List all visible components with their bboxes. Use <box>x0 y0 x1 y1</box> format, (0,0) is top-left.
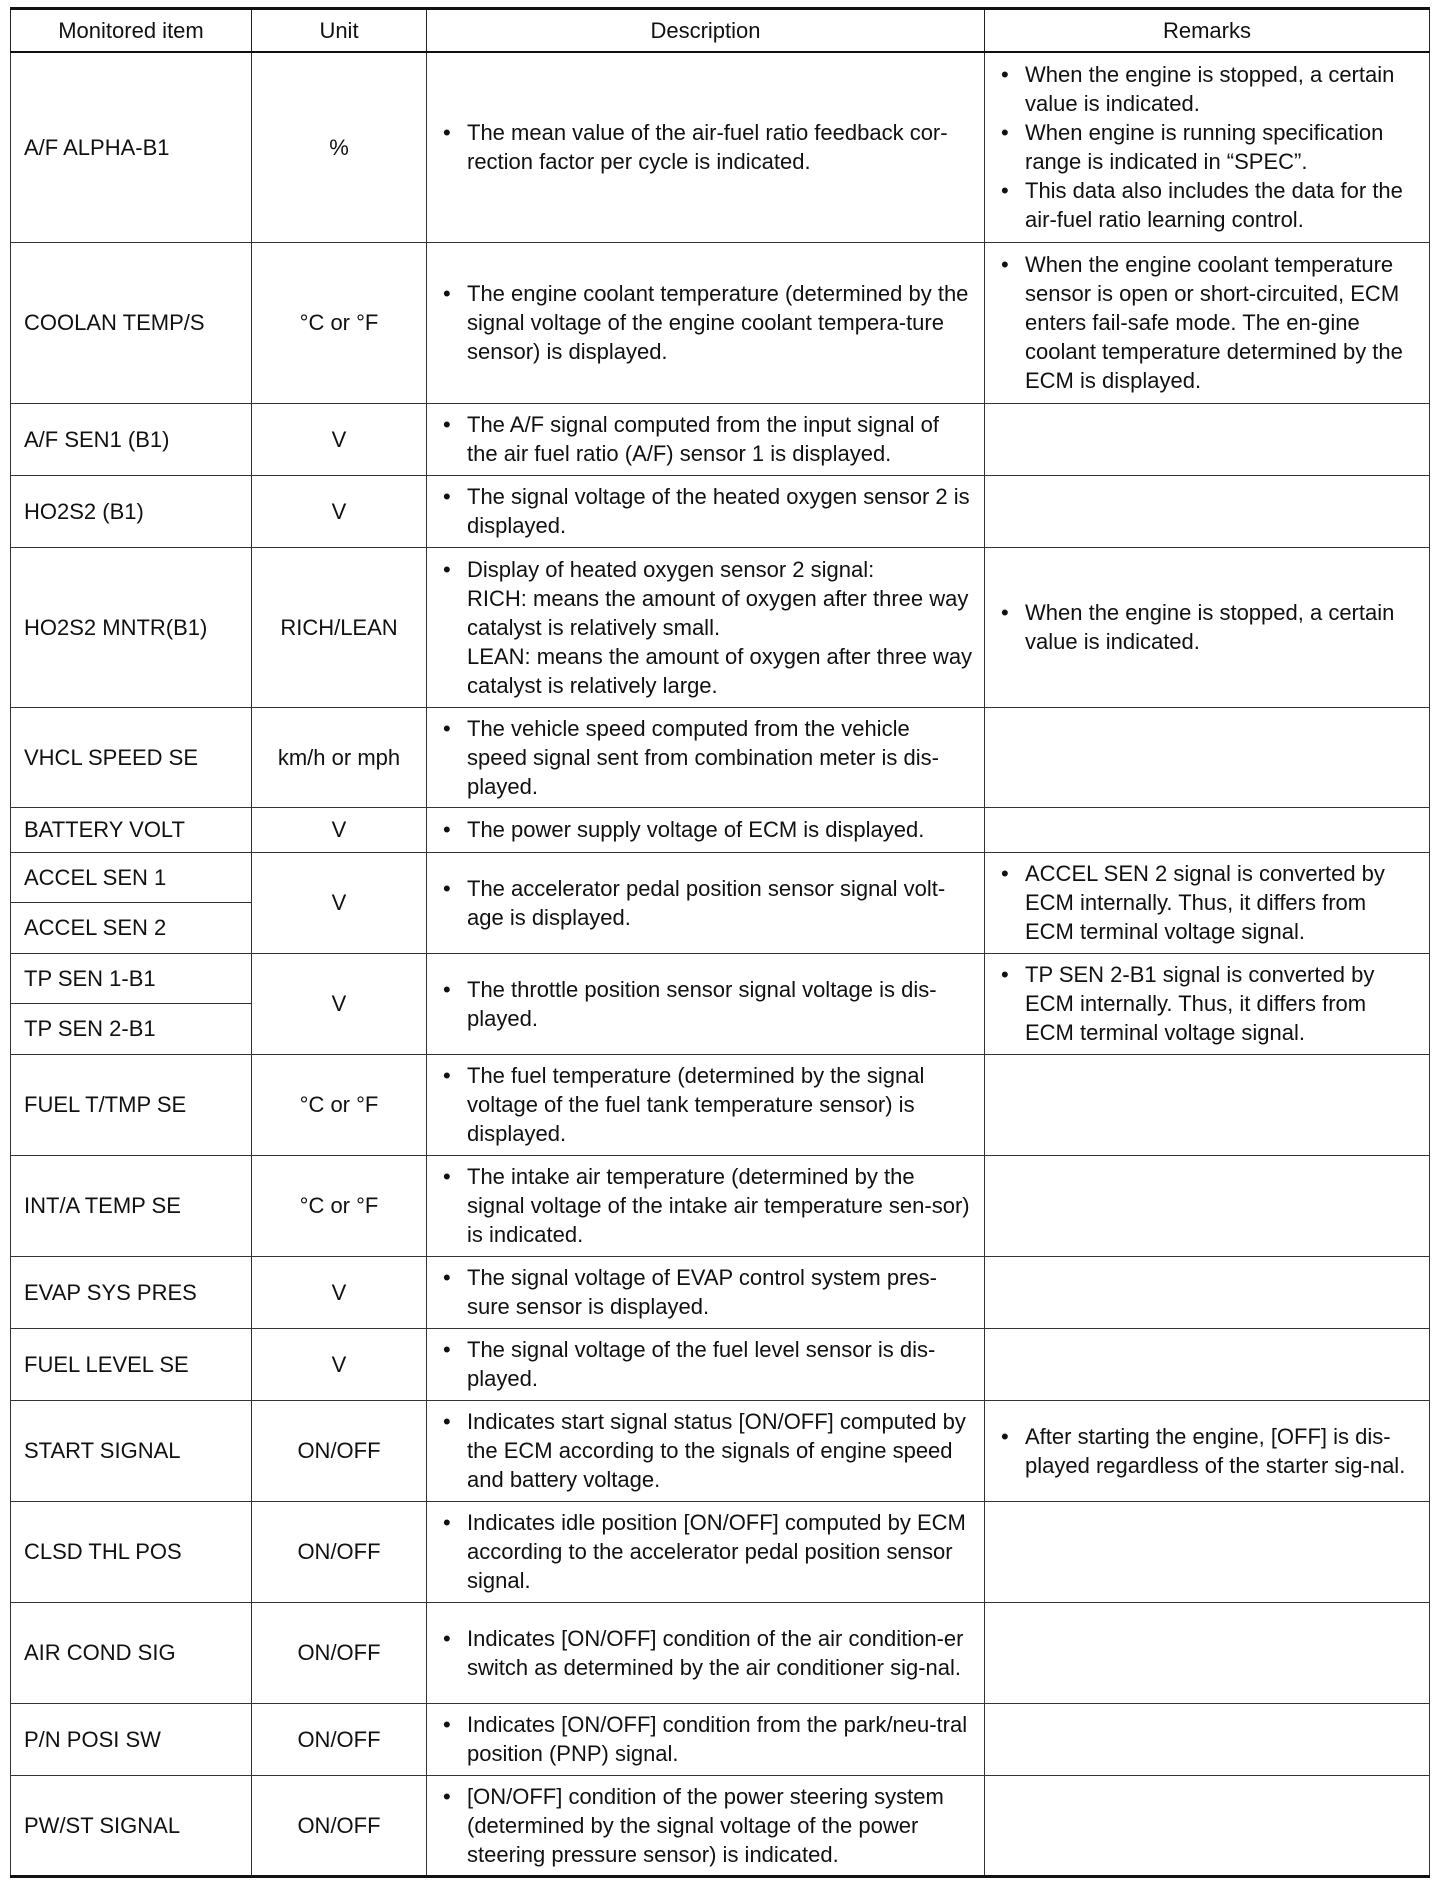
monitored-item-cell: EVAP SYS PRES <box>11 1256 252 1328</box>
remarks-cell <box>985 1054 1430 1155</box>
remarks-cell <box>985 403 1430 475</box>
description-cell <box>427 1256 985 1328</box>
description-bullet: • The signal voltage of the fuel level sensor is dis-played. <box>467 1335 974 1393</box>
table-row <box>11 1155 1430 1256</box>
description-bullet: • The signal voltage of the heated oxygen sensor 2 is displayed. <box>467 482 974 540</box>
remarks-cell <box>985 1400 1430 1501</box>
table-body <box>11 52 1430 1876</box>
remarks-bullet: • ACCEL SEN 2 signal is converted by ECM internally. Thus, it differs from ECM terminal voltage signal. <box>1025 859 1419 946</box>
unit-cell: RICH/LEAN <box>252 547 427 707</box>
monitor-item-table <box>10 7 1430 1878</box>
unit-cell: V <box>252 403 427 475</box>
unit-cell: ON/OFF <box>252 1775 427 1876</box>
description-cell <box>427 1054 985 1155</box>
description-bullet: • The mean value of the air-fuel ratio feedback cor-rection factor per cycle is indicated. <box>467 118 974 176</box>
monitored-item-cell: ACCEL SEN 1 <box>11 852 252 903</box>
monitored-item-cell: START SIGNAL <box>11 1400 252 1501</box>
monitored-item-cell: AIR COND SIG <box>11 1602 252 1703</box>
table-row <box>11 1054 1430 1155</box>
table-row <box>11 807 1430 852</box>
remarks-cell <box>985 1256 1430 1328</box>
remarks-cell <box>985 52 1430 242</box>
remarks-cell <box>985 242 1430 403</box>
description-cell <box>427 52 985 242</box>
table-header <box>11 9 1430 53</box>
unit-cell: ON/OFF <box>252 1501 427 1602</box>
description-cell <box>427 807 985 852</box>
unit-cell: °C or °F <box>252 1155 427 1256</box>
table-row <box>11 953 1430 1004</box>
monitored-item-cell: INT/A TEMP SE <box>11 1155 252 1256</box>
monitored-item-cell: CLSD THL POS <box>11 1501 252 1602</box>
remarks-cell <box>985 1155 1430 1256</box>
table-row <box>11 1328 1430 1400</box>
monitored-item-cell: FUEL T/TMP SE <box>11 1054 252 1155</box>
description-bullet: • The A/F signal computed from the input signal of the air fuel ratio (A/F) sensor 1 is displayed. <box>467 410 974 468</box>
description-cell <box>427 1703 985 1775</box>
remarks-bullet: • This data also includes the data for the air-fuel ratio learning control. <box>1025 176 1419 234</box>
description-bullet: • The engine coolant temperature (determined by the signal voltage of the engine coolant tempera-ture sensor) is displayed. <box>467 279 974 366</box>
header-remarks: Remarks <box>985 9 1430 53</box>
monitored-item-cell: A/F SEN1 (B1) <box>11 403 252 475</box>
table-row <box>11 852 1430 903</box>
description-bullet: • Indicates idle position [ON/OFF] computed by ECM according to the accelerator pedal position sensor signal. <box>467 1508 974 1595</box>
description-bullet: • [ON/OFF] condition of the power steering system (determined by the signal voltage of the power steering pressure sensor) is indicated. <box>467 1782 974 1869</box>
description-bullet: • The accelerator pedal position sensor signal volt-age is displayed. <box>467 874 974 932</box>
table-row <box>11 52 1430 242</box>
unit-cell: V <box>252 807 427 852</box>
monitored-item-cell: HO2S2 (B1) <box>11 475 252 547</box>
header-row <box>11 9 1430 53</box>
monitored-item-cell: VHCL SPEED SE <box>11 707 252 807</box>
description-bullet: • Indicates [ON/OFF] condition from the park/neu-tral position (PNP) signal. <box>467 1710 974 1768</box>
page <box>10 7 1429 1878</box>
remarks-cell <box>985 1328 1430 1400</box>
description-bullet: • The throttle position sensor signal voltage is dis-played. <box>467 975 974 1033</box>
description-cell <box>427 475 985 547</box>
unit-cell: km/h or mph <box>252 707 427 807</box>
unit-cell: °C or °F <box>252 242 427 403</box>
unit-cell: ON/OFF <box>252 1400 427 1501</box>
description-bullet: • The vehicle speed computed from the vehicle speed signal sent from combination meter is dis-played. <box>467 714 974 801</box>
remarks-cell <box>985 1501 1430 1602</box>
description-bullet: • Display of heated oxygen sensor 2 signal: RICH: means the amount of oxygen after three way catalyst is relatively small. LEAN: means the amount of oxygen after three way catalyst is relatively large. <box>467 555 974 700</box>
unit-cell: % <box>252 52 427 242</box>
monitored-item-cell: P/N POSI SW <box>11 1703 252 1775</box>
remarks-cell <box>985 475 1430 547</box>
description-bullet: • Indicates start signal status [ON/OFF] computed by the ECM according to the signals of engine speed and battery voltage. <box>467 1407 974 1494</box>
unit-cell: °C or °F <box>252 1054 427 1155</box>
description-cell <box>427 1328 985 1400</box>
table-row <box>11 1703 1430 1775</box>
remarks-cell <box>985 707 1430 807</box>
monitored-item-cell: HO2S2 MNTR(B1) <box>11 547 252 707</box>
unit-cell: ON/OFF <box>252 1602 427 1703</box>
remarks-bullet: • When engine is running specification range is indicated in “SPEC”. <box>1025 118 1419 176</box>
remarks-cell <box>985 852 1430 953</box>
table-row <box>11 1775 1430 1876</box>
remarks-bullet: • When the engine coolant temperature sensor is open or short-circuited, ECM enters fail-safe mode. The en-gine coolant temperature determined by the ECM is displayed. <box>1025 250 1419 395</box>
unit-cell: ON/OFF <box>252 1703 427 1775</box>
unit-cell: V <box>252 1328 427 1400</box>
table-row <box>11 1400 1430 1501</box>
description-cell <box>427 852 985 953</box>
remarks-bullet: • TP SEN 2-B1 signal is converted by ECM internally. Thus, it differs from ECM terminal voltage signal. <box>1025 960 1419 1047</box>
monitored-item-cell: COOLAN TEMP/S <box>11 242 252 403</box>
remarks-cell <box>985 807 1430 852</box>
remarks-bullet: • After starting the engine, [OFF] is dis-played regardless of the starter sig-nal. <box>1025 1422 1419 1480</box>
table-row <box>11 707 1430 807</box>
table-row <box>11 1501 1430 1602</box>
table-row <box>11 1602 1430 1703</box>
remarks-cell <box>985 953 1430 1054</box>
description-cell <box>427 1155 985 1256</box>
unit-cell: V <box>252 953 427 1054</box>
remarks-cell <box>985 1703 1430 1775</box>
monitored-item-cell: A/F ALPHA-B1 <box>11 52 252 242</box>
monitored-item-cell: BATTERY VOLT <box>11 807 252 852</box>
description-cell <box>427 547 985 707</box>
table-row <box>11 547 1430 707</box>
table-row <box>11 242 1430 403</box>
description-cell <box>427 707 985 807</box>
unit-cell: V <box>252 475 427 547</box>
description-cell <box>427 953 985 1054</box>
description-cell <box>427 1602 985 1703</box>
remarks-bullet: • When the engine is stopped, a certain value is indicated. <box>1025 60 1419 118</box>
table-row <box>11 475 1430 547</box>
description-cell <box>427 1501 985 1602</box>
description-bullet: • The signal voltage of EVAP control system pres-sure sensor is displayed. <box>467 1263 974 1321</box>
header-description: Description <box>427 9 985 53</box>
description-cell <box>427 242 985 403</box>
remarks-cell <box>985 1775 1430 1876</box>
header-monitored-item: Monitored item <box>11 9 252 53</box>
unit-cell: V <box>252 852 427 953</box>
remarks-bullet: • When the engine is stopped, a certain value is indicated. <box>1025 598 1419 656</box>
unit-cell: V <box>252 1256 427 1328</box>
description-bullet: • The power supply voltage of ECM is displayed. <box>467 815 974 844</box>
monitored-item-cell: TP SEN 1-B1 <box>11 953 252 1004</box>
remarks-cell <box>985 547 1430 707</box>
header-unit: Unit <box>252 9 427 53</box>
description-bullet: • The fuel temperature (determined by the signal voltage of the fuel tank temperature sensor) is displayed. <box>467 1061 974 1148</box>
description-bullet: • Indicates [ON/OFF] condition of the air condition-er switch as determined by the air conditioner sig-nal. <box>467 1624 974 1682</box>
description-cell <box>427 403 985 475</box>
monitored-item-cell: ACCEL SEN 2 <box>11 903 252 954</box>
monitored-item-cell: FUEL LEVEL SE <box>11 1328 252 1400</box>
table-row <box>11 403 1430 475</box>
description-bullet: • The intake air temperature (determined by the signal voltage of the intake air temperature sen-sor) is indicated. <box>467 1162 974 1249</box>
monitored-item-cell: TP SEN 2-B1 <box>11 1004 252 1055</box>
table-row <box>11 1256 1430 1328</box>
description-cell <box>427 1775 985 1876</box>
monitored-item-cell: PW/ST SIGNAL <box>11 1775 252 1876</box>
description-cell <box>427 1400 985 1501</box>
remarks-cell <box>985 1602 1430 1703</box>
